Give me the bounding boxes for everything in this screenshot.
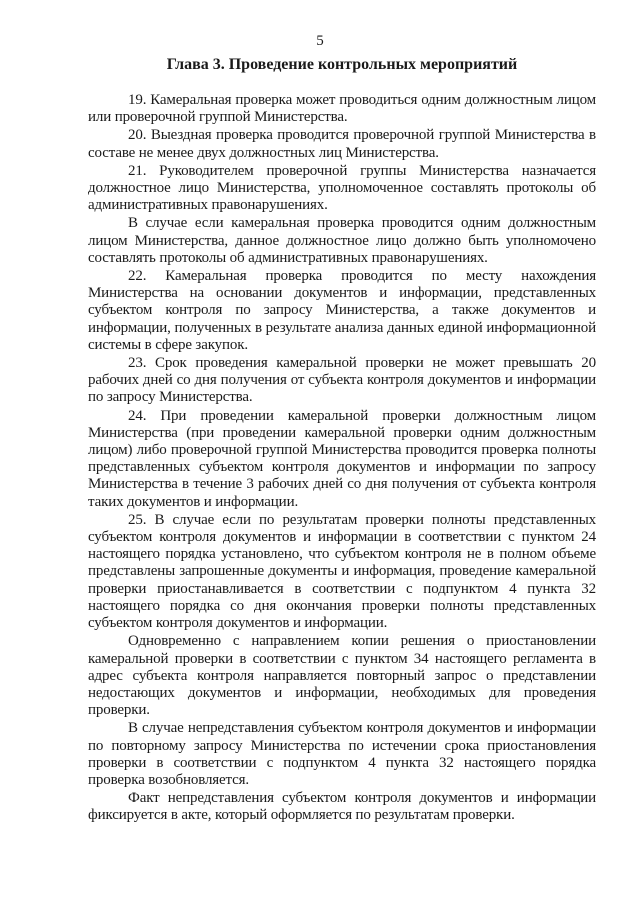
paragraph-21: 21. Руководителем проверочной группы Министерства назначается должностное лицо Министерства, уполномоченное составлять протоколы об административных правонарушениях.	[88, 162, 596, 214]
paragraph-25-cont-3: Факт непредставления субъектом контроля документов и информации фиксируется в акте, который оформляется по результатам проверки.	[88, 790, 596, 824]
paragraph-21-cont: В случае если камеральная проверка проводится одним должностным лицом Министерства, данное должностное лицо должно быть уполномочено составлять протоколы об административных правонарушениях.	[88, 215, 596, 266]
paragraph-25-cont-2: В случае непредставления субъектом контроля документов и информации по повторному запросу Министерства по истечении срока приостановления проверки в соответствии с подпунктом 4 пункта 32 настоящего порядка проверка возобновляется.	[88, 720, 596, 788]
document-body	[88, 92, 596, 826]
page-number: 5	[316, 33, 324, 49]
paragraph-22: 22. Камеральная проверка проводится по месту нахождения Министерства на основании документов и информации, представленных субъектом контроля по запросу Министерства, а также документов и информации, полученных в результате анализа данных единой информационной системы в сфере закупок.	[88, 268, 596, 353]
paragraph-25: 25. В случае если по результатам проверки полноты представленных субъектом контроля документов и информации в соответствии с пунктом 24 настоящего порядка установлено, что субъектом контроля не в полном объеме представлены запрошенные документы и информация, проведение камеральной проверки приостанавливается в соответствии с подпунктом 4 пункта 32 настоящего порядка со дня окончания проверки полноты представленных субъектом контроля документов и информации.	[88, 511, 596, 632]
paragraph-23: 23. Срок проведения камеральной проверки не может превышать 20 рабочих дней со дня получения от субъекта контроля документов и информации по запросу Министерства.	[88, 355, 596, 406]
paragraph-24: 24. При проведении камеральной проверки должностным лицом Министерства (при проведении камеральной проверки одним должностным лицом) либо проверочной группой Министерства проводится проверка полноты представленных субъектом контроля документов и информации по запросу Министерства в течение 3 рабочих дней со дня получения от субъекта контроля таких документов и информации.	[88, 407, 596, 510]
paragraph-25-cont-1: Одновременно с направлением копии решения о приостановлении камеральной проверки в соответствии с пунктом 34 настоящего регламента в адрес субъекта контроля направляется повторный запрос о представлении недостающих документов и информации, необходимых для проведения проверки.	[88, 633, 596, 719]
paragraph-20: 20. Выездная проверка проводится проверочной группой Министерства в составе не менее двух должностных лиц Министерства.	[88, 127, 596, 161]
paragraph-19: 19. Камеральная проверка может проводиться одним должностным лицом или проверочной группой Министерства.	[88, 92, 596, 126]
chapter-title: Глава 3. Проведение контрольных мероприятий	[166, 56, 518, 73]
